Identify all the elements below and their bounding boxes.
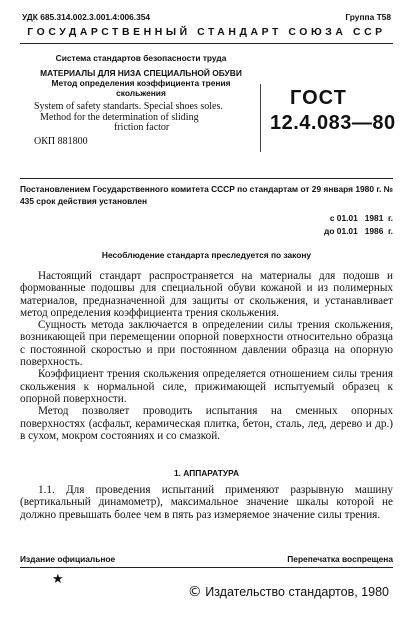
document-body: [20, 270, 393, 442]
okp-code: ОКП 881800: [34, 135, 88, 147]
group-code: Группа Т58: [345, 12, 391, 22]
body-paragraph-3: Коэффициент трения скольжения определяется отношением силы трения скольжения к нормальной силе, прижимающей испытуемый образец к опорной поверхности.: [20, 368, 393, 405]
gost-label: ГОСТ: [290, 87, 347, 109]
middle-rule: [20, 178, 393, 179]
decree-text: Постановлением Государственного комитета СССР по стандартам от 29 января 1980 г. № 435 срок действия установлен: [20, 184, 393, 206]
english-title-line-2: Method for the determination of sliding: [40, 111, 199, 123]
official-edition-label: Издание официальное: [20, 554, 116, 564]
reprint-notice: Перепечатка воспрещена: [287, 554, 393, 564]
validity-start-date: с 01.01 1981 г.: [329, 213, 393, 223]
bottom-rule: [20, 567, 393, 568]
publisher-line: [188, 584, 389, 600]
subtitle-line-1: Метод определения коэффициента трения: [51, 78, 231, 88]
document-subtitle: [14, 78, 268, 98]
udk-code: УДК 685.314.002.3.001.4:006.354: [22, 12, 151, 22]
english-title-line-1: System of safety standarts. Special shoes soles.: [34, 101, 223, 112]
standard-series: Система стандартов безопасности труда: [55, 53, 227, 63]
body-paragraph-2: Сущность метода заключается в определении силы трения скольжения, возникающей при перемещении опорной поверхности относительно образца с постоянной скоростью и при постоянном давлении образца на опорную поверхность.: [20, 319, 393, 369]
star-icon: ★: [52, 571, 64, 586]
section-heading: 1. АППАРАТУРА: [173, 468, 240, 478]
section-paragraph-1-1: 1.1. Для проведения испытаний применяют разрывную машину (вертикальный динамометр), максимальное значение шкалы которой не должно превышать более чем в пять раз измеряемое значение силы трения.: [20, 484, 393, 521]
english-title: [34, 102, 268, 134]
english-title-line-3: friction factor: [114, 122, 170, 133]
document-title: МАТЕРИАЛЫ ДЛЯ НИЗА СПЕЦИАЛЬНОЙ ОБУВИ: [40, 68, 242, 78]
copyright-icon: ©: [187, 584, 202, 600]
legal-notice: Несоблюдение стандарта преследуется по закону: [101, 250, 312, 260]
title-block: [28, 53, 268, 147]
body-paragraph-1: Настоящий стандарт распространяется на материалы для подошв и формованные подошвы для специальной обуви кожаной и из полимерных материалов, предназначенной для защиты от скольжения, и устанавливает метод определения коэффициента трения скольжения.: [20, 270, 393, 319]
body-paragraph-4: Метод позволяет проводить испытания на сменных опорных поверхностях (асфальт, керамическая плитка, бетон, сталь, лед, дерево и др.) в сухом, мокром состояниях и со смазкой.: [20, 405, 393, 442]
gost-divider: [260, 84, 261, 152]
subtitle-line-2: скольжения: [116, 88, 166, 98]
gost-number: 12.4.083—80: [270, 112, 396, 134]
validity-end-date: до 01.01 1986 г.: [324, 226, 393, 236]
standard-title: ГОСУДАРСТВЕННЫЙ СТАНДАРТ СОЮЗА ССР: [27, 27, 386, 38]
publisher-text: Издательство стандартов, 1980: [205, 585, 389, 599]
top-rule: [20, 43, 393, 44]
